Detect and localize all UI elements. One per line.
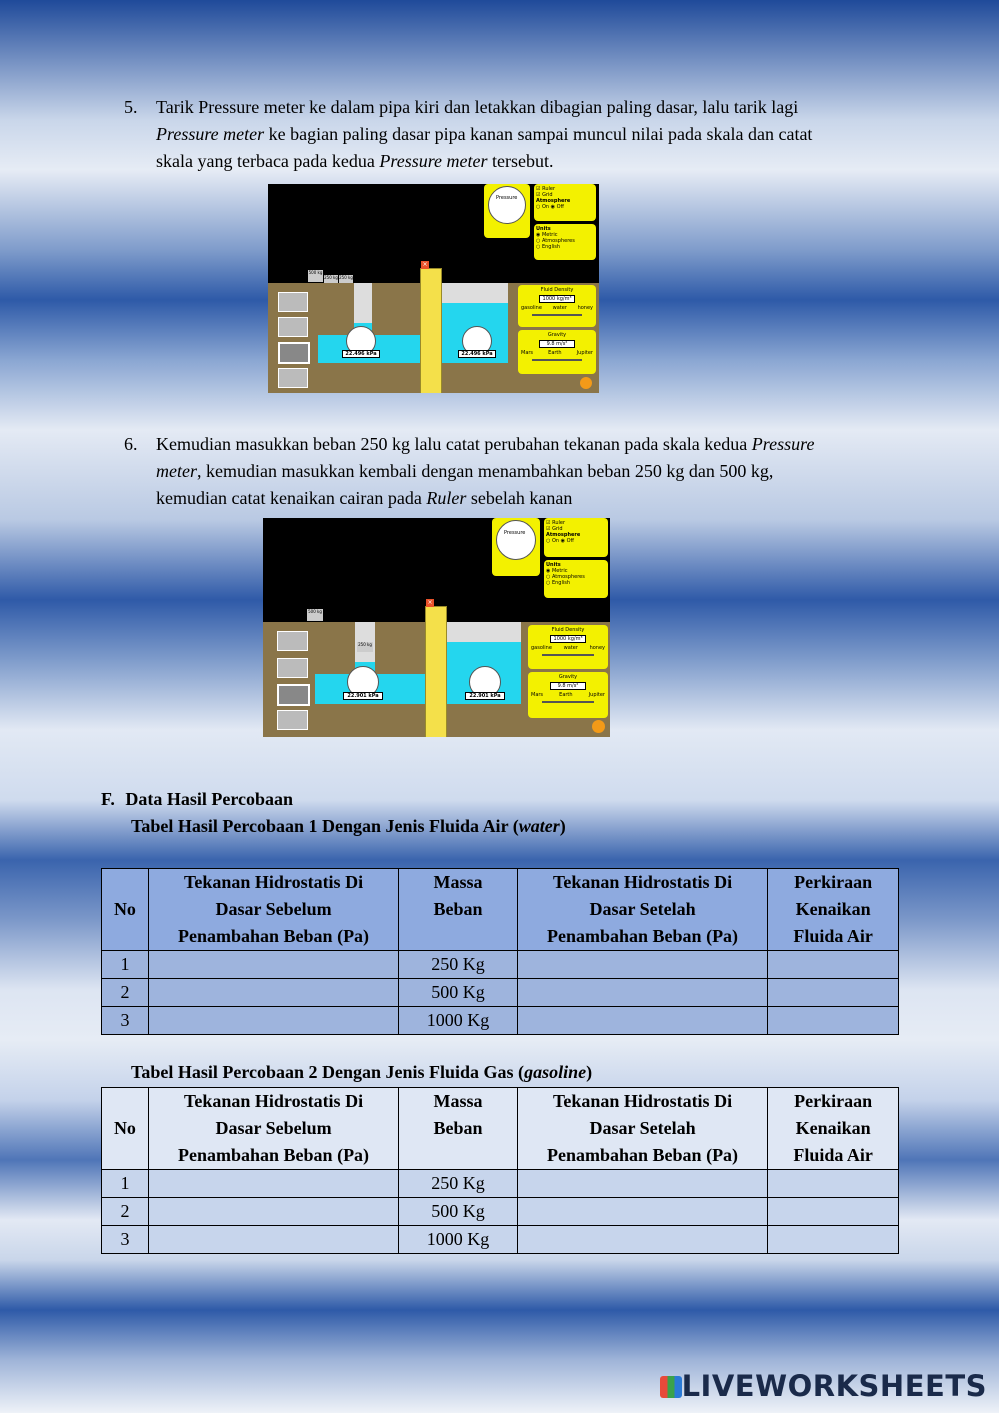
- results-table-2: [101, 1087, 899, 1254]
- step-5-term-pressure-meter: Pressure meter: [156, 124, 265, 144]
- ruler-close-icon[interactable]: ×: [427, 599, 433, 606]
- header-no: No: [102, 1088, 149, 1170]
- reset-icon[interactable]: [580, 377, 592, 389]
- cell-pressure-after-input[interactable]: [517, 979, 767, 1007]
- table-2-caption-fluid: gasoline: [524, 1062, 587, 1082]
- scene-1-button[interactable]: [277, 631, 308, 651]
- fluid-density-title: Fluid Density: [540, 287, 574, 293]
- scene-3-button[interactable]: [278, 342, 310, 364]
- units-panel: [534, 224, 596, 260]
- right-container-air: [442, 283, 508, 303]
- cell-pressure-before-input[interactable]: [148, 1226, 398, 1254]
- cell-mass: 500 Kg: [399, 979, 518, 1007]
- atmosphere-options[interactable]: ○ On ◉ Off: [546, 538, 574, 544]
- right-container-air: [447, 622, 521, 642]
- right-pressure-reading: 22.496 kPa: [458, 350, 496, 358]
- units-title: Units: [546, 562, 561, 568]
- pressure-meter-tool: [492, 518, 540, 576]
- table-row: [102, 1226, 899, 1254]
- simulation-screenshot-2: [263, 518, 610, 737]
- scene-4-button[interactable]: [278, 368, 308, 388]
- table-row: [102, 1170, 899, 1198]
- table-2-caption: Tabel Hasil Percobaan 2 Dengan Jenis Fluida Gas (gasoline): [131, 1062, 593, 1082]
- fluid-density-panel: [528, 625, 608, 669]
- step-6-line-2: , kemudian masukkan kembali dengan menambahkan beban 250 kg dan 500 kg,: [196, 461, 774, 481]
- cell-no: 1: [102, 951, 149, 979]
- fluid-density-slider[interactable]: [542, 654, 594, 656]
- step-5-line-3b: tersebut.: [487, 151, 554, 171]
- cell-mass: 1000 Kg: [399, 1007, 518, 1035]
- gravity-value[interactable]: 9.8 m/s²: [539, 340, 575, 348]
- scene-4-button[interactable]: [277, 710, 308, 730]
- cell-fluid-rise-input[interactable]: [768, 1198, 899, 1226]
- cell-no: 1: [102, 1170, 149, 1198]
- cell-pressure-after-input[interactable]: [517, 1198, 767, 1226]
- section-heading: [101, 789, 293, 810]
- left-container-air: [354, 283, 372, 323]
- left-pressure-reading: 22.496 kPa: [342, 350, 380, 358]
- display-options-panel: [534, 184, 596, 221]
- section-letter: F.: [101, 789, 115, 809]
- cell-fluid-rise-input[interactable]: [768, 979, 899, 1007]
- grid-checkbox[interactable]: ☑ Grid: [546, 526, 563, 532]
- table-row: [102, 979, 899, 1007]
- gravity-slider[interactable]: [542, 701, 594, 703]
- table-1-caption-fluid: water: [518, 816, 560, 836]
- units-english-radio[interactable]: ○ English: [536, 244, 561, 250]
- weight-250kg-a[interactable]: 250 kg: [324, 275, 338, 283]
- cell-fluid-rise-input[interactable]: [768, 1170, 899, 1198]
- scene-2-button[interactable]: [277, 658, 308, 678]
- cell-no: 3: [102, 1226, 149, 1254]
- cell-no: 2: [102, 1198, 149, 1226]
- cell-mass: 1000 Kg: [399, 1226, 518, 1254]
- pressure-gauge-icon: [496, 520, 536, 560]
- units-metric-radio[interactable]: ◉ Metric: [546, 568, 568, 574]
- weight-500kg[interactable]: 500 kg: [307, 609, 323, 621]
- units-title: Units: [536, 226, 551, 232]
- cell-fluid-rise-input[interactable]: [768, 951, 899, 979]
- cell-pressure-before-input[interactable]: [148, 951, 398, 979]
- units-english-radio[interactable]: ○ English: [546, 580, 571, 586]
- fluid-density-slider[interactable]: [532, 314, 582, 316]
- gravity-title: Gravity: [558, 674, 578, 680]
- gravity-panel: [528, 672, 608, 718]
- grid-checkbox[interactable]: ☑ Grid: [536, 192, 553, 198]
- fluid-density-scale: gasoline water honey: [531, 645, 605, 651]
- step-5-line-3a: skala yang terbaca pada kedua: [156, 151, 380, 171]
- left-pressure-reading: 22.901 kPa: [343, 692, 383, 700]
- cell-fluid-rise-input[interactable]: [768, 1226, 899, 1254]
- table-row: [102, 951, 899, 979]
- header-no: No: [102, 869, 149, 951]
- ruler-checkbox[interactable]: ☑ Ruler: [536, 186, 556, 192]
- step-5-line-2: ke bagian paling dasar pipa kanan sampai muncul nilai pada skala dan catat: [264, 124, 813, 144]
- gravity-value[interactable]: 9.8 m/s²: [550, 682, 586, 690]
- header-mass: Massa Beban: [399, 1088, 518, 1170]
- cell-no: 2: [102, 979, 149, 1007]
- cell-fluid-rise-input[interactable]: [768, 1007, 899, 1035]
- units-panel: [544, 560, 608, 598]
- gravity-panel: [518, 330, 596, 374]
- cell-pressure-before-input[interactable]: [148, 1007, 398, 1035]
- table-1-caption: Tabel Hasil Percobaan 1 Dengan Jenis Fluida Air (water): [131, 816, 566, 836]
- step-6-line-3a: kemudian catat kenaikan cairan pada: [156, 488, 427, 508]
- pressure-gauge-icon: [488, 186, 526, 224]
- pressure-meter-label: Pressure: [496, 195, 518, 201]
- step-6-line-3b: sebelah kanan: [466, 488, 573, 508]
- weight-250kg-b[interactable]: 250 kg: [339, 275, 353, 283]
- step-5-term-pressure-meter-2: Pressure meter: [379, 151, 488, 171]
- pressure-meter-tool: [484, 184, 530, 238]
- units-atmospheres-radio[interactable]: ○ Atmospheres: [536, 238, 575, 244]
- cell-pressure-before-input[interactable]: [148, 1170, 398, 1198]
- right-pressure-reading: 22.901 kPa: [465, 692, 505, 700]
- cell-mass: 250 Kg: [399, 1170, 518, 1198]
- scene-3-button[interactable]: [277, 684, 310, 706]
- fluid-density-panel: [518, 285, 596, 327]
- gravity-scale: Mars Earth Jupiter: [521, 350, 593, 356]
- step-5-instruction: [124, 94, 914, 175]
- header-fluid-rise: Perkiraan Kenaikan Fluida Air: [768, 1088, 899, 1170]
- step-5-number: 5.: [124, 97, 138, 117]
- display-options-panel: [544, 518, 608, 557]
- scene-2-button[interactable]: [278, 317, 308, 337]
- table-header-row: [102, 869, 899, 951]
- atmosphere-title: Atmosphere: [546, 532, 581, 538]
- reset-icon[interactable]: [592, 720, 605, 733]
- fluid-density-scale: gasoline water honey: [521, 305, 593, 311]
- units-metric-radio[interactable]: ◉ Metric: [536, 232, 558, 238]
- cell-mass: 250 Kg: [399, 951, 518, 979]
- cell-no: 3: [102, 1007, 149, 1035]
- ruler-tool[interactable]: [420, 268, 442, 393]
- step-6-instruction: [124, 431, 914, 512]
- pressure-meter-label: Pressure: [504, 530, 526, 536]
- header-pressure-after: Tekanan Hidrostatis Di Dasar Setelah Penambahan Beban (Pa): [517, 869, 767, 951]
- step-6-number: 6.: [124, 434, 138, 454]
- step-6-term-pressure: Pressure: [751, 434, 815, 454]
- ruler-tool[interactable]: [425, 606, 447, 737]
- fluid-density-value[interactable]: 1000 kg/m³: [539, 295, 575, 303]
- header-pressure-after: Tekanan Hidrostatis Di Dasar Setelah Penambahan Beban (Pa): [517, 1088, 767, 1170]
- cell-pressure-after-input[interactable]: [517, 1170, 767, 1198]
- step-6-term-ruler: Ruler: [426, 488, 467, 508]
- cell-mass: 500 Kg: [399, 1198, 518, 1226]
- scene-1-button[interactable]: [278, 292, 308, 312]
- fluid-density-title: Fluid Density: [551, 627, 585, 633]
- liveworksheets-logo-text: LIVEWORKSHEETS: [681, 1369, 987, 1403]
- atmosphere-title: Atmosphere: [536, 198, 571, 204]
- section-title: Data Hasil Percobaan: [125, 789, 294, 809]
- cell-pressure-after-input[interactable]: [517, 1226, 767, 1254]
- atmosphere-options[interactable]: ○ On ◉ Off: [536, 204, 564, 210]
- cell-pressure-before-input[interactable]: [148, 1198, 398, 1226]
- gravity-title: Gravity: [547, 332, 567, 338]
- gravity-slider[interactable]: [532, 359, 582, 361]
- cell-pressure-after-input[interactable]: [517, 951, 767, 979]
- step-6-term-meter: meter: [156, 461, 197, 481]
- liveworksheets-logo: [660, 1369, 987, 1403]
- ruler-close-icon[interactable]: ×: [422, 261, 428, 268]
- gravity-scale: Mars Earth Jupiter: [531, 692, 605, 698]
- cell-pressure-after-input[interactable]: [517, 1007, 767, 1035]
- header-fluid-rise: Perkiraan Kenaikan Fluida Air: [768, 869, 899, 951]
- weight-250kg-on-piston[interactable]: 250 kg: [357, 642, 373, 652]
- fluid-density-value[interactable]: 1000 kg/m³: [550, 635, 586, 643]
- ruler-checkbox[interactable]: ☑ Ruler: [546, 520, 566, 526]
- units-atmospheres-radio[interactable]: ○ Atmospheres: [546, 574, 585, 580]
- cell-pressure-before-input[interactable]: [148, 979, 398, 1007]
- table-header-row: [102, 1088, 899, 1170]
- header-pressure-before: Tekanan Hidrostatis Di Dasar Sebelum Penambahan Beban (Pa): [148, 869, 398, 951]
- table-row: [102, 1198, 899, 1226]
- header-mass: Massa Beban: [399, 869, 518, 951]
- weight-500kg[interactable]: 500 kg: [308, 270, 323, 282]
- liveworksheets-logo-icon: [660, 1376, 682, 1398]
- step-6-line-1: Kemudian masukkan beban 250 kg lalu catat perubahan tekanan pada skala kedua: [156, 434, 752, 454]
- step-5-line-1: Tarik Pressure meter ke dalam pipa kiri dan letakkan dibagian paling dasar, lalu tarik lagi: [156, 97, 799, 117]
- table-row: [102, 1007, 899, 1035]
- results-table-1: [101, 868, 899, 1035]
- simulation-screenshot-1: [268, 184, 599, 393]
- header-pressure-before: Tekanan Hidrostatis Di Dasar Sebelum Penambahan Beban (Pa): [148, 1088, 398, 1170]
